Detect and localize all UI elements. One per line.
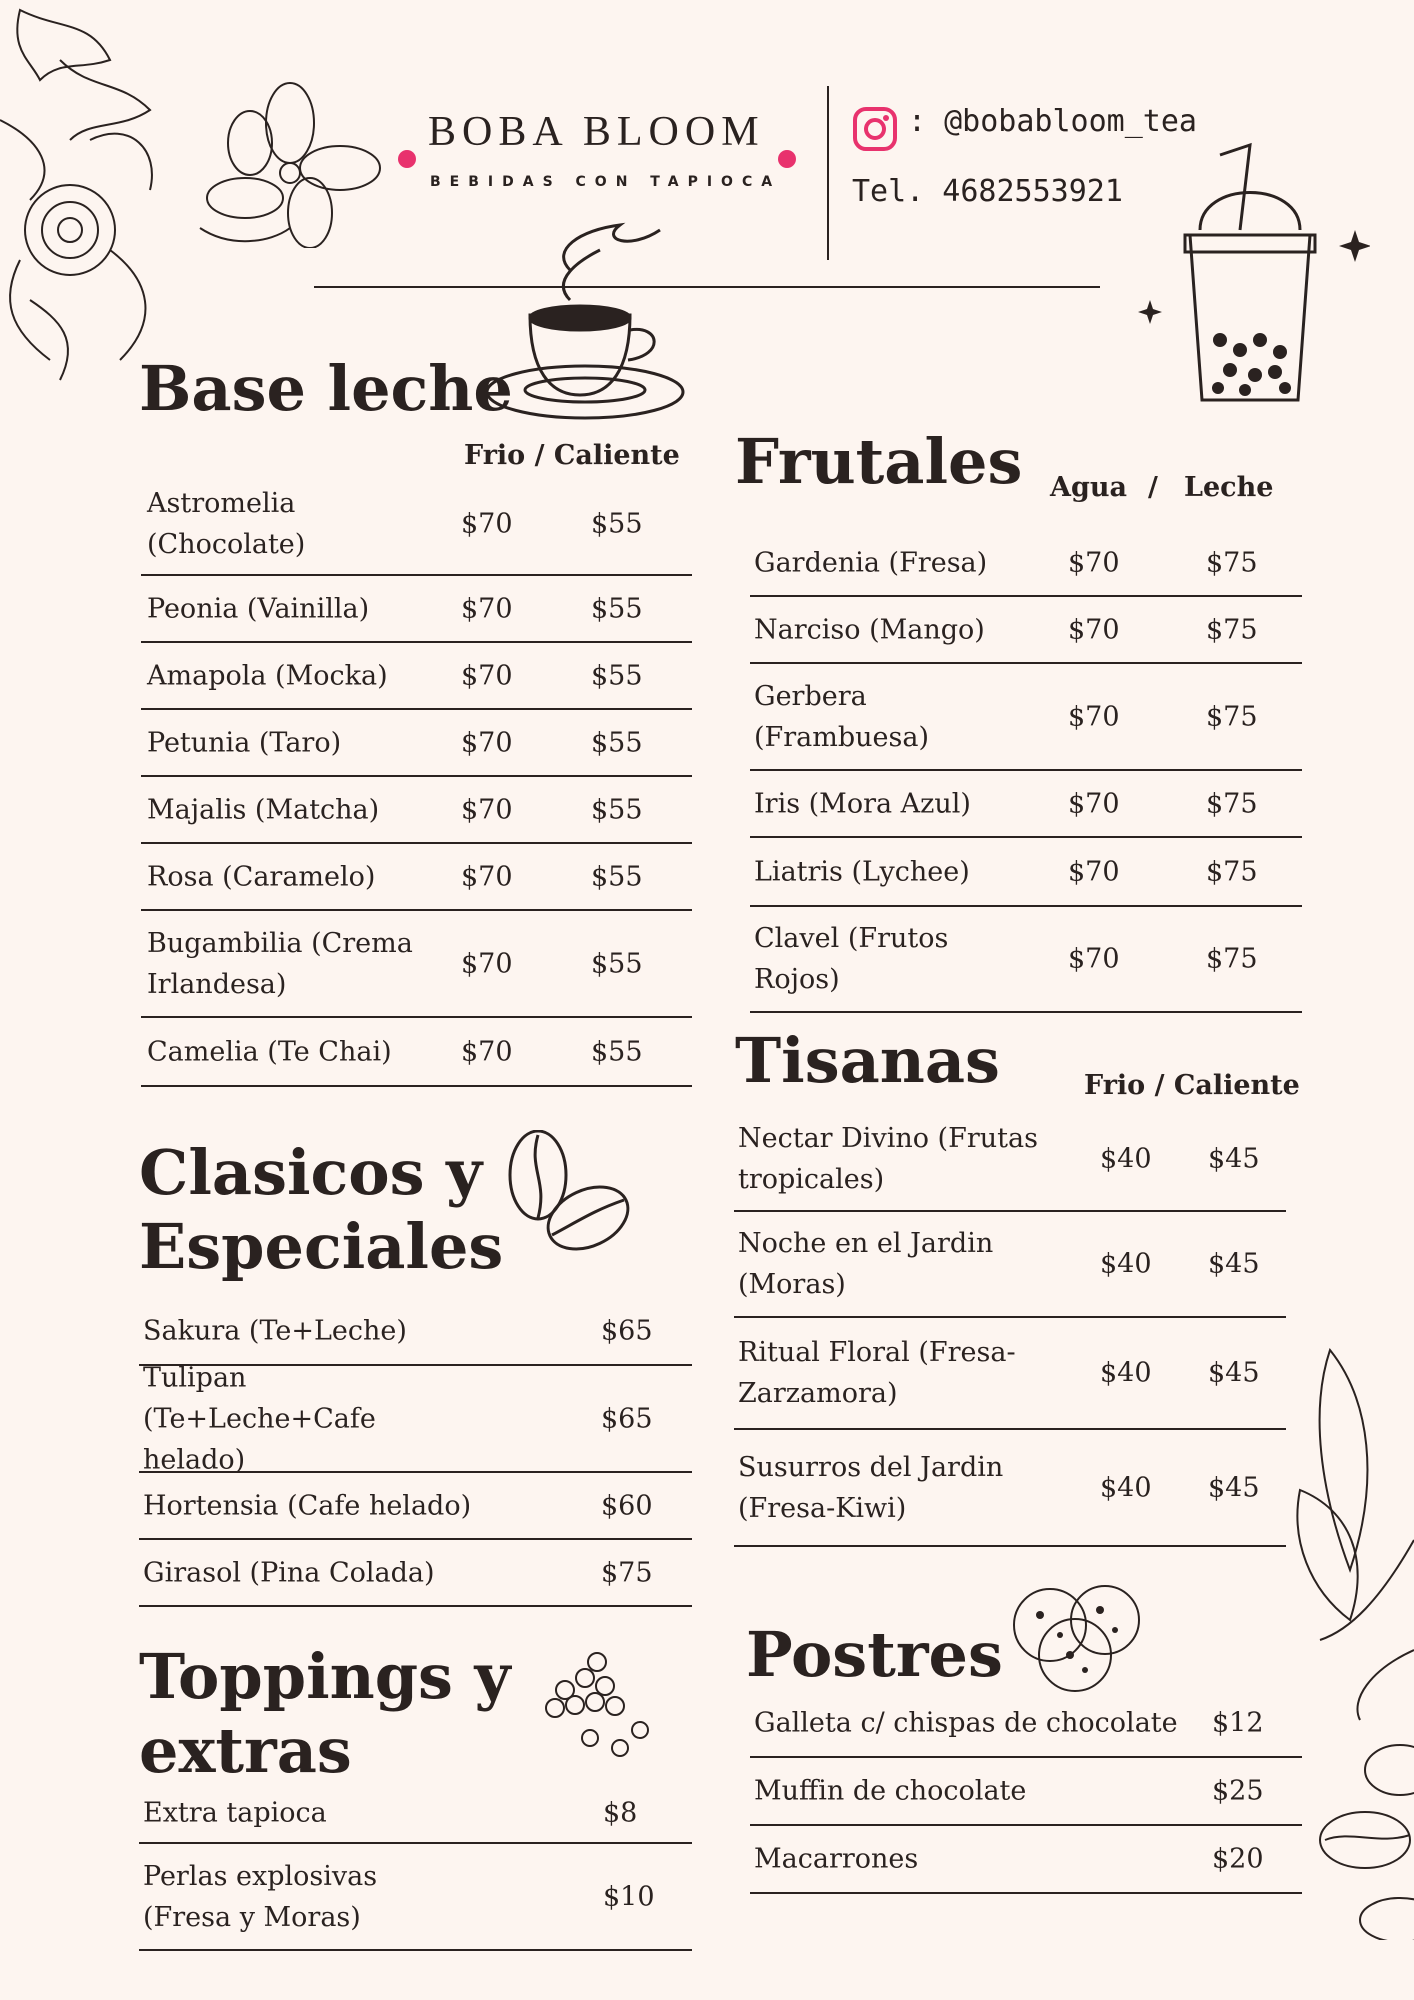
tisanas-header: Frio / Caliente xyxy=(1084,1070,1300,1101)
coffee-cup-illustration xyxy=(480,220,700,430)
list-item: Tulipan (Te+Leche+Cafe helado) $65 xyxy=(139,1366,692,1473)
list-item: Majalis (Matcha) $70 $55 xyxy=(141,777,692,844)
clasicos-title-line2: Especiales xyxy=(139,1210,504,1283)
list-item: Extra tapioca $8 xyxy=(139,1784,692,1844)
instagram-icon[interactable] xyxy=(852,106,898,152)
list-item: Narciso (Mango) $70 $75 xyxy=(750,597,1302,664)
postres-title: Postres xyxy=(746,1618,1003,1691)
frutales-header-sep: / xyxy=(1148,472,1158,503)
brand-dot-right xyxy=(778,150,796,168)
bubble-tea-illustration xyxy=(1120,140,1370,420)
brand-name: BOBA BLOOM xyxy=(428,109,765,155)
clasicos-title-line1: Clasicos y xyxy=(139,1136,483,1209)
toppings-title-line1: Toppings y xyxy=(139,1640,511,1713)
list-item: Nectar Divino (Frutas tropicales) $40 $45 xyxy=(734,1108,1286,1212)
instagram-handle[interactable]: : @bobabloom_tea xyxy=(908,104,1197,139)
list-item: Sakura (Te+Leche) $65 xyxy=(139,1297,692,1366)
list-item: Susurros del Jardin (Fresa-Kiwi) $40 $45 xyxy=(734,1430,1286,1547)
leaf-branch-illustration xyxy=(1290,1340,1414,1940)
list-item: Rosa (Caramelo) $70 $55 xyxy=(141,844,692,911)
list-item: Bugambilia (Crema Irlandesa) $70 $55 xyxy=(141,911,692,1018)
list-item: Noche en el Jardin (Moras) $40 $45 xyxy=(734,1212,1286,1318)
list-item: Galleta c/ chispas de chocolate $12 xyxy=(750,1690,1302,1758)
phone-number[interactable]: Tel. 4682553921 xyxy=(852,174,1123,209)
list-item: Ritual Floral (Fresa-Zarzamora) $40 $45 xyxy=(734,1318,1286,1430)
coffee-beans-illustration xyxy=(500,1130,640,1260)
list-item: Petunia (Taro) $70 $55 xyxy=(141,710,692,777)
list-item: Camelia (Te Chai) $70 $55 xyxy=(141,1018,692,1087)
frutales-title: Frutales xyxy=(735,425,1023,498)
list-item: Astromelia (Chocolate) $70 $55 xyxy=(141,474,692,576)
toppings-title-line2: extras xyxy=(139,1714,352,1787)
brand-dot-left xyxy=(398,150,416,168)
base-leche-header: Frio / Caliente xyxy=(464,440,680,471)
list-item: Amapola (Mocka) $70 $55 xyxy=(141,643,692,710)
base-leche-title: Base leche xyxy=(139,352,513,425)
list-item: Liatris (Lychee) $70 $75 xyxy=(750,838,1302,907)
list-item: Peonia (Vainilla) $70 $55 xyxy=(141,576,692,643)
plumeria-flower-illustration xyxy=(190,78,390,248)
header-divider xyxy=(827,86,829,260)
header-rule xyxy=(314,286,1100,288)
list-item: Hortensia (Cafe helado) $60 xyxy=(139,1473,692,1540)
list-item: Girasol (Pina Colada) $75 xyxy=(139,1540,692,1607)
list-item: Gerbera (Frambuesa) $70 $75 xyxy=(750,664,1302,771)
list-item: Iris (Mora Azul) $70 $75 xyxy=(750,771,1302,838)
tisanas-title: Tisanas xyxy=(735,1024,1000,1097)
list-item: Muffin de chocolate $25 xyxy=(750,1758,1302,1826)
list-item: Macarrones $20 xyxy=(750,1826,1302,1894)
brand-subtitle: BEBIDAS CON TAPIOCA xyxy=(430,174,782,190)
list-item: Clavel (Frutos Rojos) $70 $75 xyxy=(750,907,1302,1013)
list-item: Gardenia (Fresa) $70 $75 xyxy=(750,530,1302,597)
tapioca-pearls-illustration xyxy=(535,1650,655,1760)
frutales-header-agua: Agua xyxy=(1050,472,1127,503)
list-item: Perlas explosivas (Fresa y Moras) $10 xyxy=(139,1844,692,1951)
floral-corner-illustration xyxy=(0,0,180,400)
frutales-header-leche: Leche xyxy=(1184,472,1274,503)
cookies-illustration xyxy=(1010,1585,1150,1695)
